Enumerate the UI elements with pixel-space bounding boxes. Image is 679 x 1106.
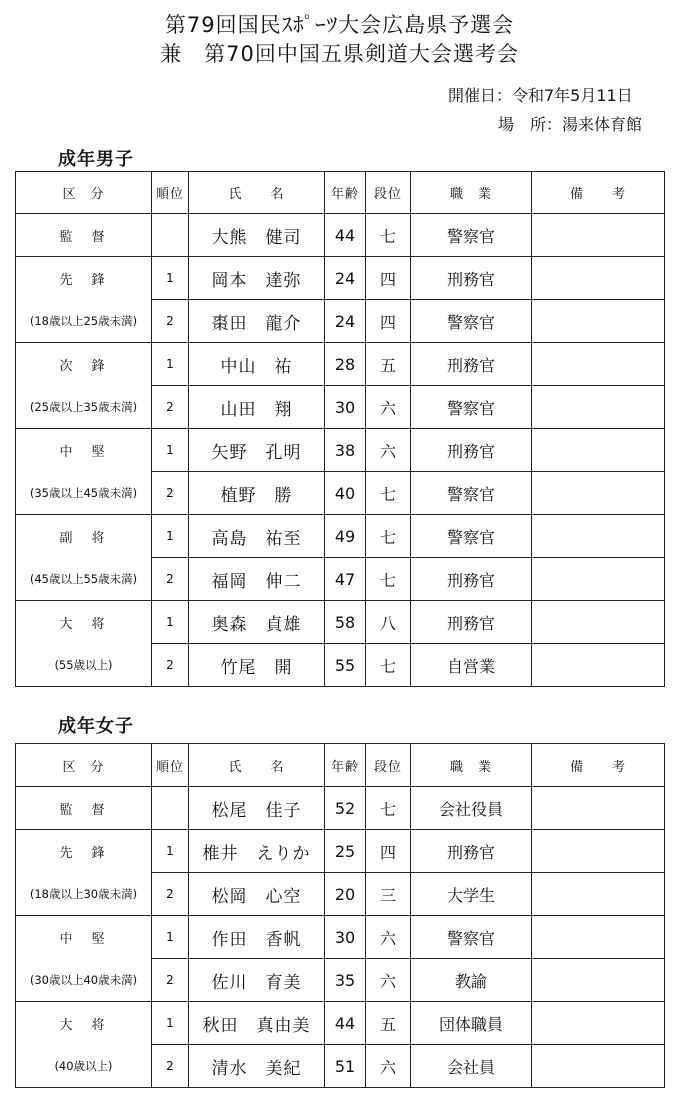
occupation-cell: 会社役員 bbox=[411, 787, 532, 830]
category-cell: 大 将 bbox=[16, 1002, 152, 1045]
dan-cell: 五 bbox=[366, 1002, 411, 1045]
table-row bbox=[16, 515, 665, 558]
name-cell: 山田 翔 bbox=[189, 386, 325, 429]
remarks-cell bbox=[532, 429, 665, 472]
name-cell: 秋田 真由美 bbox=[189, 1002, 325, 1045]
age-cell: 49 bbox=[325, 515, 366, 558]
age-cell: 52 bbox=[325, 787, 366, 830]
category-cell: 中 堅 bbox=[16, 916, 152, 959]
name-cell: 清水 美紀 bbox=[189, 1045, 325, 1088]
column-header: 区 分 bbox=[16, 744, 152, 787]
category-cell: 先 鋒 bbox=[16, 257, 152, 300]
remarks-cell bbox=[532, 787, 665, 830]
remarks-cell bbox=[532, 214, 665, 257]
age-cell: 55 bbox=[325, 644, 366, 687]
dan-cell: 八 bbox=[366, 601, 411, 644]
section-title-women: 成年女子 bbox=[58, 716, 134, 737]
remarks-cell bbox=[532, 1002, 665, 1045]
category-cell: 監 督 bbox=[16, 787, 152, 830]
column-header: 職 業 bbox=[411, 172, 532, 214]
table-row bbox=[16, 644, 665, 687]
category-age-range: (35歳以上45歳未満) bbox=[16, 472, 152, 515]
column-header: 段位 bbox=[366, 172, 411, 214]
remarks-cell bbox=[532, 873, 665, 916]
occupation-cell: 警察官 bbox=[411, 300, 532, 343]
name-cell: 竹尾 開 bbox=[189, 644, 325, 687]
table-row bbox=[16, 386, 665, 429]
rank-cell: 2 bbox=[152, 644, 189, 687]
occupation-cell: 警察官 bbox=[411, 386, 532, 429]
occupation-cell: 刑務官 bbox=[411, 601, 532, 644]
age-cell: 30 bbox=[325, 386, 366, 429]
column-header: 備 考 bbox=[532, 172, 665, 214]
age-cell: 25 bbox=[325, 830, 366, 873]
category-age-range: (25歳以上35歳未満) bbox=[16, 386, 152, 429]
dan-cell: 七 bbox=[366, 472, 411, 515]
table-row bbox=[16, 1002, 665, 1045]
remarks-cell bbox=[532, 257, 665, 300]
occupation-cell: 大学生 bbox=[411, 873, 532, 916]
rank-cell: 1 bbox=[152, 515, 189, 558]
dan-cell: 六 bbox=[366, 916, 411, 959]
column-header: 氏 名 bbox=[189, 172, 325, 214]
table-row bbox=[16, 343, 665, 386]
table-row bbox=[16, 873, 665, 916]
table-row bbox=[16, 959, 665, 1002]
rank-cell: 1 bbox=[152, 1002, 189, 1045]
name-cell: 矢野 孔明 bbox=[189, 429, 325, 472]
name-cell: 奥森 貞雄 bbox=[189, 601, 325, 644]
name-cell: 高島 祐至 bbox=[189, 515, 325, 558]
occupation-cell: 警察官 bbox=[411, 916, 532, 959]
column-header: 氏 名 bbox=[189, 744, 325, 787]
occupation-cell: 会社員 bbox=[411, 1045, 532, 1088]
title-line-2: 兼 第70回中国五県剣道大会選考会 bbox=[160, 42, 519, 66]
dan-cell: 七 bbox=[366, 214, 411, 257]
age-cell: 51 bbox=[325, 1045, 366, 1088]
column-header: 年齢 bbox=[325, 172, 366, 214]
rank-cell: 1 bbox=[152, 830, 189, 873]
column-header: 順位 bbox=[152, 172, 189, 214]
rank-cell: 2 bbox=[152, 386, 189, 429]
name-cell: 岡本 達弥 bbox=[189, 257, 325, 300]
dan-cell: 五 bbox=[366, 343, 411, 386]
event-date: 開催日：令和7年5月11日 bbox=[448, 86, 633, 105]
rank-cell: 1 bbox=[152, 429, 189, 472]
rank-cell: 2 bbox=[152, 959, 189, 1002]
table-row bbox=[16, 787, 665, 830]
age-cell: 44 bbox=[325, 214, 366, 257]
column-header: 段位 bbox=[366, 744, 411, 787]
women-roster-table bbox=[15, 743, 665, 1088]
occupation-cell: 刑務官 bbox=[411, 558, 532, 601]
rank-cell: 1 bbox=[152, 343, 189, 386]
column-header: 職 業 bbox=[411, 744, 532, 787]
dan-cell: 六 bbox=[366, 1045, 411, 1088]
column-header: 年齢 bbox=[325, 744, 366, 787]
name-cell: 作田 香帆 bbox=[189, 916, 325, 959]
category-age-range: (55歳以上) bbox=[16, 644, 152, 687]
rank-cell: 2 bbox=[152, 873, 189, 916]
category-age-range: (40歳以上) bbox=[16, 1045, 152, 1088]
remarks-cell bbox=[532, 386, 665, 429]
occupation-cell: 自営業 bbox=[411, 644, 532, 687]
age-cell: 35 bbox=[325, 959, 366, 1002]
age-cell: 30 bbox=[325, 916, 366, 959]
men-roster-body bbox=[16, 172, 665, 687]
remarks-cell bbox=[532, 601, 665, 644]
age-cell: 38 bbox=[325, 429, 366, 472]
remarks-cell bbox=[532, 558, 665, 601]
column-header: 順位 bbox=[152, 744, 189, 787]
age-cell: 24 bbox=[325, 257, 366, 300]
occupation-cell: 団体職員 bbox=[411, 1002, 532, 1045]
dan-cell: 七 bbox=[366, 515, 411, 558]
age-cell: 20 bbox=[325, 873, 366, 916]
event-venue: 場 所：湯来体育館 bbox=[498, 115, 643, 134]
age-cell: 28 bbox=[325, 343, 366, 386]
occupation-cell: 警察官 bbox=[411, 515, 532, 558]
category-cell: 次 鋒 bbox=[16, 343, 152, 386]
title-line-1: 第79回国民ｽﾎﾟｰﾂ大会広島県予選会 bbox=[164, 13, 515, 37]
table-row bbox=[16, 300, 665, 343]
remarks-cell bbox=[532, 472, 665, 515]
remarks-cell bbox=[532, 300, 665, 343]
age-cell: 58 bbox=[325, 601, 366, 644]
age-cell: 47 bbox=[325, 558, 366, 601]
occupation-cell: 警察官 bbox=[411, 472, 532, 515]
age-cell: 24 bbox=[325, 300, 366, 343]
rank-cell: 1 bbox=[152, 257, 189, 300]
rank-cell: 2 bbox=[152, 472, 189, 515]
dan-cell: 三 bbox=[366, 873, 411, 916]
remarks-cell bbox=[532, 515, 665, 558]
dan-cell: 六 bbox=[366, 959, 411, 1002]
dan-cell: 六 bbox=[366, 429, 411, 472]
name-cell: 中山 祐 bbox=[189, 343, 325, 386]
table-row bbox=[16, 429, 665, 472]
remarks-cell bbox=[532, 959, 665, 1002]
section-title-men: 成年男子 bbox=[58, 149, 134, 170]
table-row bbox=[16, 558, 665, 601]
occupation-cell: 刑務官 bbox=[411, 830, 532, 873]
men-roster-table bbox=[15, 171, 665, 687]
dan-cell: 七 bbox=[366, 787, 411, 830]
rank-cell: 1 bbox=[152, 601, 189, 644]
table-row bbox=[16, 214, 665, 257]
table-header-row bbox=[16, 172, 665, 214]
remarks-cell bbox=[532, 830, 665, 873]
rank-cell: 2 bbox=[152, 1045, 189, 1088]
rank-cell bbox=[152, 787, 189, 830]
occupation-cell: 刑務官 bbox=[411, 429, 532, 472]
dan-cell: 四 bbox=[366, 830, 411, 873]
category-age-range: (30歳以上40歳未満) bbox=[16, 959, 152, 1002]
category-cell: 監 督 bbox=[16, 214, 152, 257]
rank-cell: 2 bbox=[152, 300, 189, 343]
table-row bbox=[16, 830, 665, 873]
occupation-cell: 刑務官 bbox=[411, 257, 532, 300]
name-cell: 松尾 佳子 bbox=[189, 787, 325, 830]
category-age-range: (45歳以上55歳未満) bbox=[16, 558, 152, 601]
age-cell: 40 bbox=[325, 472, 366, 515]
remarks-cell bbox=[532, 1045, 665, 1088]
remarks-cell bbox=[532, 644, 665, 687]
category-cell: 中 堅 bbox=[16, 429, 152, 472]
remarks-cell bbox=[532, 916, 665, 959]
name-cell: 佐川 育美 bbox=[189, 959, 325, 1002]
dan-cell: 七 bbox=[366, 644, 411, 687]
table-row bbox=[16, 472, 665, 515]
name-cell: 椎井 えりか bbox=[189, 830, 325, 873]
occupation-cell: 教諭 bbox=[411, 959, 532, 1002]
rank-cell: 1 bbox=[152, 916, 189, 959]
age-cell: 44 bbox=[325, 1002, 366, 1045]
remarks-cell bbox=[532, 343, 665, 386]
category-age-range: (18歳以上30歳未満) bbox=[16, 873, 152, 916]
table-header-row bbox=[16, 744, 665, 787]
name-cell: 福岡 伸二 bbox=[189, 558, 325, 601]
dan-cell: 四 bbox=[366, 257, 411, 300]
column-header: 備 考 bbox=[532, 744, 665, 787]
dan-cell: 六 bbox=[366, 386, 411, 429]
dan-cell: 七 bbox=[366, 558, 411, 601]
rank-cell: 2 bbox=[152, 558, 189, 601]
category-cell: 大 将 bbox=[16, 601, 152, 644]
women-roster-body bbox=[16, 744, 665, 1088]
table-row bbox=[16, 1045, 665, 1088]
column-header: 区 分 bbox=[16, 172, 152, 214]
name-cell: 植野 勝 bbox=[189, 472, 325, 515]
category-age-range: (18歳以上25歳未満) bbox=[16, 300, 152, 343]
category-cell: 副 将 bbox=[16, 515, 152, 558]
name-cell: 大熊 健司 bbox=[189, 214, 325, 257]
occupation-cell: 刑務官 bbox=[411, 343, 532, 386]
rank-cell bbox=[152, 214, 189, 257]
table-row bbox=[16, 257, 665, 300]
name-cell: 棗田 龍介 bbox=[189, 300, 325, 343]
table-row bbox=[16, 601, 665, 644]
table-row bbox=[16, 916, 665, 959]
dan-cell: 四 bbox=[366, 300, 411, 343]
category-cell: 先 鋒 bbox=[16, 830, 152, 873]
name-cell: 松岡 心空 bbox=[189, 873, 325, 916]
occupation-cell: 警察官 bbox=[411, 214, 532, 257]
